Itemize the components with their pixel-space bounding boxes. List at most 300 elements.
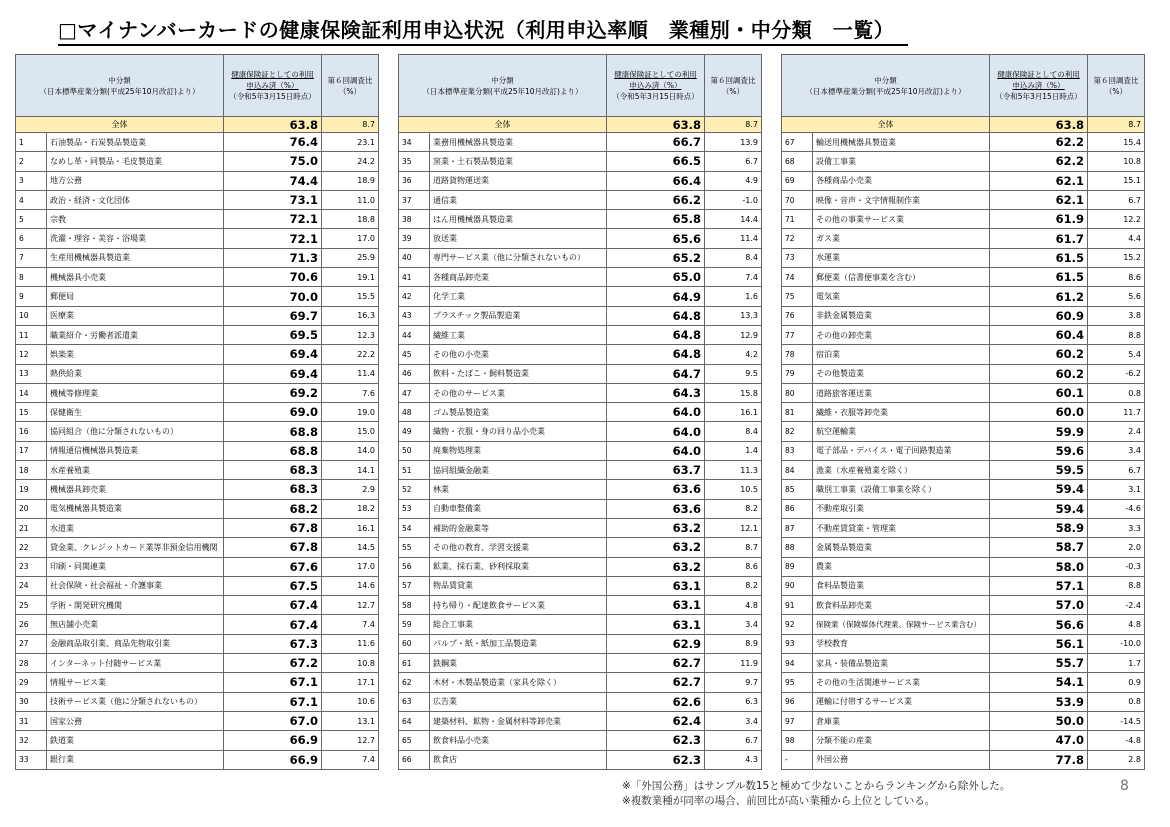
rank-number: 34 (399, 133, 430, 152)
rank-number: 68 (782, 152, 813, 171)
rank-number: 57 (399, 576, 430, 595)
table-row (16, 518, 379, 537)
rank-number: 67 (782, 133, 813, 152)
change-vs-6th-survey: -10.0 (1088, 634, 1145, 653)
change-vs-6th-survey: -14.5 (1088, 711, 1145, 730)
industry-name: 各種商品卸売業 (430, 268, 607, 287)
table-row (399, 576, 762, 595)
industry-name: 映像・音声・文字情報制作業 (813, 190, 990, 209)
change-vs-6th-survey: 10.8 (1088, 152, 1145, 171)
change-vs-6th-survey: 2.4 (1088, 422, 1145, 441)
industry-name: 道路旅客運送業 (813, 383, 990, 402)
change-vs-6th-survey: 4.9 (705, 171, 762, 190)
application-rate: 62.3 (607, 750, 705, 769)
change-vs-6th-survey: 0.8 (1088, 383, 1145, 402)
rank-number: 66 (399, 750, 430, 769)
industry-name: 保健衛生 (47, 403, 224, 422)
application-rate: 47.0 (990, 731, 1088, 750)
industry-name: インターネット付随サービス業 (47, 654, 224, 673)
industry-name: 飲食料品卸売業 (813, 596, 990, 615)
table-row (399, 711, 762, 730)
application-rate: 62.7 (607, 654, 705, 673)
industry-name: 学術・開発研究機関 (47, 596, 224, 615)
page-number: 8 (1120, 778, 1129, 794)
rank-number: 90 (782, 576, 813, 595)
rank-number: 1 (16, 133, 47, 152)
change-vs-6th-survey: 5.4 (1088, 345, 1145, 364)
table-row (16, 576, 379, 595)
industry-name: 娯楽業 (47, 345, 224, 364)
change-vs-6th-survey: 0.9 (1088, 673, 1145, 692)
change-vs-6th-survey: 24.2 (322, 152, 379, 171)
rank-number: 16 (16, 422, 47, 441)
change-vs-6th-survey: 12.2 (1088, 210, 1145, 229)
change-vs-6th-survey: 18.9 (322, 171, 379, 190)
industry-name: 情報サービス業 (47, 673, 224, 692)
table-row (782, 364, 1145, 383)
header-category: 中分類 （日本標準産業分類(平成25年10月改訂)より） (16, 55, 224, 117)
application-rate: 72.1 (224, 210, 322, 229)
table-row (16, 654, 379, 673)
application-rate: 64.0 (607, 441, 705, 460)
application-rate: 61.5 (990, 248, 1088, 267)
application-rate: 56.1 (990, 634, 1088, 653)
change-vs-6th-survey: 8.7 (705, 538, 762, 557)
industry-name: 宿泊業 (813, 345, 990, 364)
application-rate: 69.4 (224, 364, 322, 383)
rank-number: 17 (16, 441, 47, 460)
change-vs-6th-survey: 15.8 (705, 383, 762, 402)
table-row (399, 383, 762, 402)
application-rate: 66.9 (224, 731, 322, 750)
change-vs-6th-survey: 17.0 (322, 557, 379, 576)
table-row (16, 268, 379, 287)
overall-rate: 63.8 (990, 117, 1088, 133)
application-rate: 66.2 (607, 190, 705, 209)
industry-name: 地方公務 (47, 171, 224, 190)
application-rate: 58.7 (990, 538, 1088, 557)
table-row (16, 345, 379, 364)
application-rate: 61.9 (990, 210, 1088, 229)
rank-number: 50 (399, 441, 430, 460)
change-vs-6th-survey: 4.3 (705, 750, 762, 769)
application-rate: 59.5 (990, 461, 1088, 480)
application-rate: 67.1 (224, 673, 322, 692)
overall-rate: 63.8 (224, 117, 322, 133)
application-rate: 75.0 (224, 152, 322, 171)
change-vs-6th-survey: 11.7 (1088, 403, 1145, 422)
industry-name: 飲食店 (430, 750, 607, 769)
change-vs-6th-survey: -0.3 (1088, 557, 1145, 576)
change-vs-6th-survey: 10.5 (705, 480, 762, 499)
table-row (399, 654, 762, 673)
table-row (16, 634, 379, 653)
change-vs-6th-survey: 0.8 (1088, 692, 1145, 711)
change-vs-6th-survey: 15.5 (322, 287, 379, 306)
rank-number: 49 (399, 422, 430, 441)
rank-number: 75 (782, 287, 813, 306)
change-vs-6th-survey: 6.3 (705, 692, 762, 711)
table-row (399, 461, 762, 480)
industry-name: その他製造業 (813, 364, 990, 383)
overall-label: 全体 (782, 117, 990, 133)
table-row (399, 268, 762, 287)
overall-diff: 8.7 (705, 117, 762, 133)
application-rate: 68.8 (224, 422, 322, 441)
table-row (782, 190, 1145, 209)
rank-number: 45 (399, 345, 430, 364)
change-vs-6th-survey: 17.1 (322, 673, 379, 692)
table-row (16, 499, 379, 518)
overall-row (399, 117, 762, 133)
table-row (399, 750, 762, 769)
change-vs-6th-survey: 8.6 (705, 557, 762, 576)
change-vs-6th-survey: -1.0 (705, 190, 762, 209)
table-row (782, 750, 1145, 769)
rank-number: 71 (782, 210, 813, 229)
industry-name: パルプ・紙・紙加工品製造業 (430, 634, 607, 653)
change-vs-6th-survey: 4.2 (705, 345, 762, 364)
overall-row (16, 117, 379, 133)
application-rate: 59.9 (990, 422, 1088, 441)
table-row (782, 480, 1145, 499)
industry-name: 外国公務 (813, 750, 990, 769)
application-rate: 76.4 (224, 133, 322, 152)
rank-number: 15 (16, 403, 47, 422)
change-vs-6th-survey: 2.9 (322, 480, 379, 499)
rank-number: 77 (782, 325, 813, 344)
rank-number: 37 (399, 190, 430, 209)
application-rate: 69.4 (224, 345, 322, 364)
change-vs-6th-survey: 3.4 (705, 711, 762, 730)
industry-name: 林業 (430, 480, 607, 499)
industry-name: その他のサービス業 (430, 383, 607, 402)
change-vs-6th-survey: 6.7 (705, 152, 762, 171)
industry-name: 物品賃貸業 (430, 576, 607, 595)
change-vs-6th-survey: -6.2 (1088, 364, 1145, 383)
application-rate: 67.2 (224, 654, 322, 673)
change-vs-6th-survey: 8.2 (705, 499, 762, 518)
application-rate: 67.4 (224, 596, 322, 615)
industry-name: 郵便業（信書便事業を含む） (813, 268, 990, 287)
industry-name: 分類不能の産業 (813, 731, 990, 750)
table-row (782, 171, 1145, 190)
rank-number: 92 (782, 615, 813, 634)
rank-number: 79 (782, 364, 813, 383)
table-row (399, 596, 762, 615)
industry-name: ガス業 (813, 229, 990, 248)
rank-number: 36 (399, 171, 430, 190)
change-vs-6th-survey: 19.1 (322, 268, 379, 287)
change-vs-6th-survey: 8.8 (1088, 325, 1145, 344)
rank-number: 33 (16, 750, 47, 769)
table-row (782, 403, 1145, 422)
industry-name: 織物・衣服・身の回り品小売業 (430, 422, 607, 441)
application-rate: 62.9 (607, 634, 705, 653)
table-row (16, 615, 379, 634)
change-vs-6th-survey: 3.4 (1088, 441, 1145, 460)
application-rate: 63.2 (607, 557, 705, 576)
change-vs-6th-survey: 14.4 (705, 210, 762, 229)
change-vs-6th-survey: 12.9 (705, 325, 762, 344)
rank-number: 26 (16, 615, 47, 634)
table-row (16, 210, 379, 229)
application-rate: 62.2 (990, 152, 1088, 171)
rank-number: 62 (399, 673, 430, 692)
change-vs-6th-survey: 23.1 (322, 133, 379, 152)
change-vs-6th-survey: 18.2 (322, 499, 379, 518)
change-vs-6th-survey: 14.1 (322, 461, 379, 480)
overall-row (782, 117, 1145, 133)
application-rate: 66.7 (607, 133, 705, 152)
change-vs-6th-survey: 5.6 (1088, 287, 1145, 306)
industry-name: 国家公務 (47, 711, 224, 730)
rank-number: 11 (16, 325, 47, 344)
industry-name: 不動産取引業 (813, 499, 990, 518)
application-rate: 63.2 (607, 518, 705, 537)
change-vs-6th-survey: 10.6 (322, 692, 379, 711)
table-row (399, 615, 762, 634)
application-rate: 68.3 (224, 461, 322, 480)
industry-name: 洗濯・理容・美容・浴場業 (47, 229, 224, 248)
change-vs-6th-survey: 7.4 (705, 268, 762, 287)
table-row (16, 692, 379, 711)
change-vs-6th-survey: 11.0 (322, 190, 379, 209)
overall-rate: 63.8 (607, 117, 705, 133)
industry-name: 機械等修理業 (47, 383, 224, 402)
application-rate: 58.9 (990, 518, 1088, 537)
change-vs-6th-survey: 8.4 (705, 248, 762, 267)
table-row (399, 634, 762, 653)
application-rate: 62.1 (990, 190, 1088, 209)
change-vs-6th-survey: 4.8 (705, 596, 762, 615)
application-rate: 69.0 (224, 403, 322, 422)
header-rate: 健康保険証としての利用 申込み済（%） （令和5年3月15日時点） (607, 55, 705, 117)
rank-number: 6 (16, 229, 47, 248)
rank-number: 44 (399, 325, 430, 344)
rank-number: 5 (16, 210, 47, 229)
industry-name: 情報通信機械器具製造業 (47, 441, 224, 460)
rank-number: 13 (16, 364, 47, 383)
application-rate: 65.0 (607, 268, 705, 287)
table-row (16, 229, 379, 248)
application-rate: 60.2 (990, 345, 1088, 364)
industry-name: 広告業 (430, 692, 607, 711)
industry-name: はん用機械器具製造業 (430, 210, 607, 229)
industry-name: 木材・木製品製造業（家具を除く） (430, 673, 607, 692)
table-header (782, 55, 1145, 117)
rank-number: 35 (399, 152, 430, 171)
table-row (782, 325, 1145, 344)
change-vs-6th-survey: 8.6 (1088, 268, 1145, 287)
change-vs-6th-survey: -4.6 (1088, 499, 1145, 518)
rank-number: 87 (782, 518, 813, 537)
change-vs-6th-survey: 14.6 (322, 576, 379, 595)
application-rate: 67.0 (224, 711, 322, 730)
rank-number: 32 (16, 731, 47, 750)
table-row (399, 152, 762, 171)
industry-name: 電気業 (813, 287, 990, 306)
industry-name: 専門サービス業（他に分類されないもの） (430, 248, 607, 267)
table-row (16, 325, 379, 344)
change-vs-6th-survey: 8.9 (705, 634, 762, 653)
application-rate: 73.1 (224, 190, 322, 209)
table-row (399, 229, 762, 248)
rank-number: 3 (16, 171, 47, 190)
industry-name: 倉庫業 (813, 711, 990, 730)
application-rate: 61.7 (990, 229, 1088, 248)
table-row (782, 345, 1145, 364)
industry-name: 不動産賃貸業・管理業 (813, 518, 990, 537)
change-vs-6th-survey: 12.7 (322, 731, 379, 750)
rank-number: 53 (399, 499, 430, 518)
application-rate: 67.8 (224, 538, 322, 557)
table-row (16, 596, 379, 615)
application-rate: 59.6 (990, 441, 1088, 460)
page-title: □マイナンバーカードの健康保険証利用申込状況（利用申込率順 業種別・中分類 一覧） (58, 14, 908, 46)
industry-name: 金融商品取引業、商品先物取引業 (47, 634, 224, 653)
rank-number: 29 (16, 673, 47, 692)
change-vs-6th-survey: 15.0 (322, 422, 379, 441)
table-header (399, 55, 762, 117)
table-row (399, 441, 762, 460)
application-rate: 57.0 (990, 596, 1088, 615)
table-row (782, 576, 1145, 595)
table-row (399, 190, 762, 209)
rank-number: 4 (16, 190, 47, 209)
industry-name: 輸送用機械器具製造業 (813, 133, 990, 152)
rank-number: 14 (16, 383, 47, 402)
rank-number: 95 (782, 673, 813, 692)
application-rate: 70.6 (224, 268, 322, 287)
application-rate: 70.0 (224, 287, 322, 306)
rank-number: 20 (16, 499, 47, 518)
table-row (782, 248, 1145, 267)
industry-name: その他の事業サービス業 (813, 210, 990, 229)
rank-number: 80 (782, 383, 813, 402)
rank-number: 88 (782, 538, 813, 557)
change-vs-6th-survey: 1.6 (705, 287, 762, 306)
industry-name: 銀行業 (47, 750, 224, 769)
rank-number: 31 (16, 711, 47, 730)
table-row (782, 615, 1145, 634)
table-row (16, 383, 379, 402)
rank-number: 63 (399, 692, 430, 711)
application-rate: 64.3 (607, 383, 705, 402)
rank-number: 18 (16, 461, 47, 480)
application-rate: 63.6 (607, 499, 705, 518)
industry-name: 保険業（保険媒体代理業、保険サービス業含む） (813, 615, 990, 634)
rank-number: 27 (16, 634, 47, 653)
change-vs-6th-survey: 18.8 (322, 210, 379, 229)
change-vs-6th-survey: 8.8 (1088, 576, 1145, 595)
change-vs-6th-survey: 15.4 (1088, 133, 1145, 152)
application-rate: 50.0 (990, 711, 1088, 730)
application-rate: 69.2 (224, 383, 322, 402)
table-header (16, 55, 379, 117)
table-row (782, 711, 1145, 730)
table-row (16, 480, 379, 499)
industry-name: 建築材料、鉱物・金属材料等卸売業 (430, 711, 607, 730)
change-vs-6th-survey: 8.2 (705, 576, 762, 595)
industry-name: 貸金業、クレジットカード業等非預金信用機関 (47, 538, 224, 557)
table-row (16, 461, 379, 480)
rank-number: 2 (16, 152, 47, 171)
industry-name: 繊維・衣服等卸売業 (813, 403, 990, 422)
rank-number: 58 (399, 596, 430, 615)
change-vs-6th-survey: 15.1 (1088, 171, 1145, 190)
rank-number: 86 (782, 499, 813, 518)
application-rate: 62.1 (990, 171, 1088, 190)
rank-number: 78 (782, 345, 813, 364)
table-row (399, 345, 762, 364)
table-row (399, 364, 762, 383)
table-row (399, 480, 762, 499)
change-vs-6th-survey: 9.7 (705, 673, 762, 692)
ranking-tables (15, 54, 1155, 770)
industry-name: 道路貨物運送業 (430, 171, 607, 190)
rank-number: 61 (399, 654, 430, 673)
rank-number: 51 (399, 461, 430, 480)
application-rate: 67.1 (224, 692, 322, 711)
rank-number: 30 (16, 692, 47, 711)
table-row (16, 403, 379, 422)
table-row (16, 441, 379, 460)
industry-name: 電気機械器具製造業 (47, 499, 224, 518)
change-vs-6th-survey: 8.4 (705, 422, 762, 441)
application-rate: 63.2 (607, 538, 705, 557)
application-rate: 60.1 (990, 383, 1088, 402)
rank-number: 89 (782, 557, 813, 576)
ranking-table-3 (781, 54, 1145, 770)
rank-number: 96 (782, 692, 813, 711)
change-vs-6th-survey: 7.6 (322, 383, 379, 402)
application-rate: 66.5 (607, 152, 705, 171)
industry-name: 宗教 (47, 210, 224, 229)
rank-number: 76 (782, 306, 813, 325)
rank-number: 48 (399, 403, 430, 422)
change-vs-6th-survey: -4.8 (1088, 731, 1145, 750)
table-row (399, 499, 762, 518)
industry-name: 非鉄金属製造業 (813, 306, 990, 325)
rank-number: 39 (399, 229, 430, 248)
application-rate: 65.8 (607, 210, 705, 229)
application-rate: 67.3 (224, 634, 322, 653)
table-row (782, 538, 1145, 557)
change-vs-6th-survey: 2.8 (1088, 750, 1145, 769)
industry-name: その他の卸売業 (813, 325, 990, 344)
industry-name: 飲食料品小売業 (430, 731, 607, 750)
application-rate: 66.4 (607, 171, 705, 190)
industry-name: 補助的金融業等 (430, 518, 607, 537)
table-row (782, 634, 1145, 653)
application-rate: 64.9 (607, 287, 705, 306)
footnote-1: ※「外国公務」はサンプル数15と極めて少ないことからランキングから除外した。 (622, 780, 1011, 792)
change-vs-6th-survey: -2.4 (1088, 596, 1145, 615)
industry-name: その他の生活関連サービス業 (813, 673, 990, 692)
industry-name: 水運業 (813, 248, 990, 267)
change-vs-6th-survey: 3.8 (1088, 306, 1145, 325)
application-rate: 68.2 (224, 499, 322, 518)
application-rate: 62.4 (607, 711, 705, 730)
change-vs-6th-survey: 7.4 (322, 750, 379, 769)
industry-name: ゴム製品製造業 (430, 403, 607, 422)
table-row (782, 287, 1145, 306)
change-vs-6th-survey: 9.5 (705, 364, 762, 383)
application-rate: 61.2 (990, 287, 1088, 306)
ranking-table-2 (398, 54, 762, 770)
table-row (782, 152, 1145, 171)
